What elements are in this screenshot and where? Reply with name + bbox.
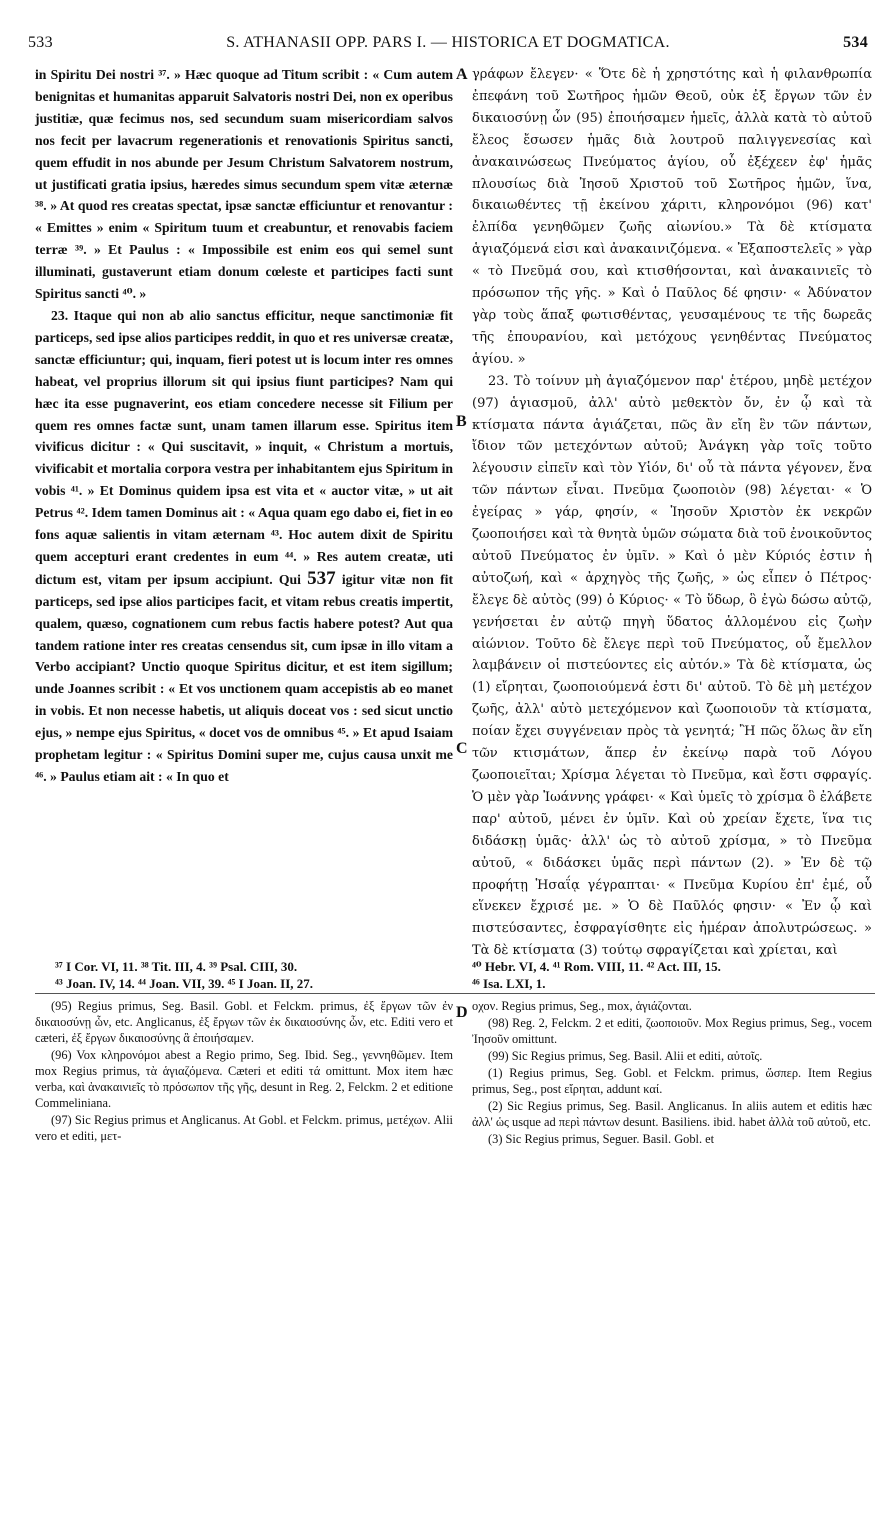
footnote-continuation: οχον. Regius primus, Seg., mox, ἁγιάζονται.: [472, 999, 692, 1013]
footnote-3: (3) Sic Regius primus, Seguer. Basil. Gobl. et: [488, 1132, 715, 1146]
running-title: S. ATHANASII OPP. PARS I. — HISTORICA ET DOGMATICA.: [226, 34, 670, 51]
reference-line: ⁴⁶ Isa. LXI, 1.: [472, 976, 546, 991]
latin-paragraph-2-part-a: 23. Itaque qui non ab alio sanctus efficitur, neque sanctimoniæ fit particeps, sed ipse alios participes reddit, in quo et res universæ creatæ, sanctæ efficiuntur; qui, inquam, fieri potest ut is locum inter res omnes habeat, vel proprius illorum sit qui ipsius fiunt participes? Nam qui hæc ita esse pugnaverint, eos etiam concedere necesse sit Filium per quem res omnes factæ sunt, unam tamen illarum esse. Spiritus item vivificus dicitur : « Qui suscitavit, » inquit, « Christum a mortuis, vivificabit et mortalia corpora vestra per inhabitantem ejus Spiritum in vobis ⁴¹. » Et Dominus quidem ipsa est vita et « auctor vitæ, » ut ait Petrus ⁴². Idem tamen Dominus ait : « Aqua quam ego dabo ei, fiet in eo fons aquæ salientis in vitam æternam ⁴³. Hoc autem dixit de Spiritu quem accepturi erant credentes in eum ⁴⁴. » Res autem creatæ, uti dictum est, vitam per ipsum accipiunt. Qui: [35, 307, 453, 587]
latin-text-column: [35, 64, 453, 944]
latin-paragraph-2-part-b: igitur vitæ non fit particeps, sed ipse alios participes facit, et vitam rebus creatis impertit, qualem, quæso, cognationem cum rebus factis habere potest? Aut qua tandem ratione inter res creatas censendus sit, cum ipsæ in illo vitam a Verbo accipiant? Unctio quoque Spiritus dicitur, et est item sigillum; unde Joannes scribit : « Et vos unctionem quam accepistis ab eo manet in vobis. Et non necesse habetis, ut aliquis doceat vos : sed sicut unctio ejus, » nempe ejus Spiritus, « docet vos de omnibus ⁴⁵. » Et apud Isaiam prophetam legitur : « Spiritus Domini super me, cujus causa unxit me ⁴⁶. » Paulus etiam ait : « In quo et: [35, 571, 453, 784]
latin-paragraph-1: in Spiritu Dei nostri ³⁷. » Hæc quoque ad Titum scribit : « Cum autem benignitas et humanitas apparuit Salvatoris nostri Dei, non ex operibus justitiæ, quæ fecimus nos, sed secundum suam misericordiam salvos nos fecit per lavacrum regenerationis et renovationis Spiritus sancti, quem effudit in nos abunde per Jesum Christum Salvatorem nostrum, ut justificati gratia ipsius, hæredes simus secundum spem vitæ æternæ ³⁸. » At quod res creatas spectat, ipsæ sanctæ efficiuntur et renovantur : « Emittes » enim « Spiritum tuum et creabuntur, et renovabis faciem terræ ³⁹. » Et Paulus : « Impossibile est enim eos qui semel sunt illuminati, gustaverunt etiam donum cœleste et participes facti sunt Spiritus sancti ⁴⁰. »: [35, 67, 453, 302]
margin-marker-c: C: [456, 740, 468, 757]
greek-text-column: [472, 64, 872, 959]
footnote-98: (98) Reg. 2, Felckm. 2 et editi, ζωοποιοῦν. Mox Regius primus, Seg., vocem Ἰησοῦν omittunt.: [472, 1016, 872, 1046]
reference-line: ³⁷ I Cor. VI, 11. ³⁸ Tit. III, 4. ³⁹ Psal. CIII, 30.: [55, 959, 298, 974]
reference-line: ⁴³ Joan. IV, 14. ⁴⁴ Joan. VII, 39. ⁴⁵ I Joan. II, 27.: [55, 976, 314, 991]
margin-marker-b: B: [456, 413, 467, 430]
page-number-right: 534: [843, 34, 868, 51]
page-header: [28, 34, 868, 58]
latin-paragraph-2: [35, 305, 453, 788]
margin-marker-a: A: [456, 66, 468, 83]
footnote-1: (1) Regius primus, Seg. Gobl. et Felckm. primus, ὥσπερ. Item Regius primus, Seg., post εἴρηται, addunt καί.: [472, 1066, 872, 1096]
scripture-references-left: [55, 958, 455, 992]
scripture-references-right: [472, 958, 872, 992]
greek-paragraph-1: γράφων ἔλεγεν· « Ὅτε δὲ ἡ χρηστότης καὶ ἡ φιλανθρωπία ἐπεφάνη τοῦ Σωτῆρος ἡμῶν Θεοῦ, οὐκ ἐξ ἔργων τῶν ἐν δικαιοσύνῃ ὧν (95) ἐποιήσαμεν ἡμεῖς, ἀλλὰ κατὰ τὸ αὐτοῦ ἔλεος ἔσωσεν ἡμᾶς διὰ λουτροῦ παλιγγενεσίας καὶ ἀνακαινώσεως Πνεύματος ἁγίου, οὗ ἐξέχεεν ἐφ' ἡμᾶς πλουσίως διὰ Ἰησοῦ Χριστοῦ τοῦ Σωτῆρος ἡμῶν, ἵνα, δικαιωθέντες τῇ ἐκείνου χάριτι, κληρονόμοι (96) κατ' ἐλπίδα γενηθῶμεν ζωῆς αἰωνίου.» Τὰ δὲ κτίσματα ἁγιαζόμενά εἰσι καὶ ἀνακαινιζόμενα. « Ἐξαποστελεῖς » γὰρ « τὸ Πνεῦμά σου, καὶ κτισθήσονται, καὶ ἀνακαινιεῖς τὸ πρόσωπον τῆς γῆς. » Καὶ ὁ Παῦλος δέ φησιν· « Ἀδύνατον γὰρ τοὺς ἅπαξ φωτισθέντας, γευσαμένους τε τῆς δωρεᾶς τῆς ἐπουρανίου, καὶ μετόχους γενηθέντας Πνεύματος ἁγίου. »: [472, 67, 872, 367]
footnote-95: (95) Regius primus, Seg. Basil. Gobl. et Felckm. primus, ἐξ ἔργων τῶν ἐν δικαιοσύνῃ ὧν, etc. Anglicanus, ἐξ ἔργων τῶν ἐκ δικαιοσύνης ὧν, etc. Editi vero et cæteri, ἐξ ἔργων δικαιοσύνης ἃ ἐποιήσαμεν.: [35, 999, 453, 1045]
column-page-mark: 537: [307, 567, 336, 589]
page-number-left: 533: [28, 34, 53, 51]
margin-marker-d: D: [456, 1004, 468, 1021]
greek-paragraph-2: 23. Τὸ τοίνυν μὴ ἁγιαζόμενον παρ' ἑτέρου, μηδὲ μετέχον (97) ἁγιασμοῦ, ἀλλ' αὐτὸ μεθεκτὸν ὄν, ἐν ᾧ καὶ τὰ κτίσματα πάντα ἁγιάζεται, πῶς ἂν εἴη ἓν τῶν πάντων, ἴδιον τῶν μετεχόντων αὐτοῦ; Ἀνάγκη γὰρ τοῖς τοῦτο λέγουσιν εἰπεῖν καὶ τὸν Υἱόν, δι' οὗ τὰ πάντα γέγονεν, ἕνα τῶν πάντων εἶναι. Πνεῦμα ζωοποιὸν (98) λέγεται· « Ὁ ἐγείρας » γάρ, φησίν, « Ἰησοῦν Χριστὸν ἐκ νεκρῶν ζωοποιήσει καὶ τὰ θνητὰ ὑμῶν σώματα διὰ τοῦ ἐνοικοῦντος αὐτοῦ Πνεύματος ἐν ὑμῖν. » Καὶ ὁ μὲν Κύριός ἐστιν ἡ αὐτοζωή, καὶ « ἀρχηγὸς τῆς ζωῆς, » ὡς εἶπεν ὁ Πέτρος· ἔλεγε δὲ αὐτὸς (99) ὁ Κύριος· « Τὸ ὕδωρ, ὃ ἐγὼ δώσω αὐτῷ, γενήσεται ἐν αὐτῷ πηγὴ ὕδατος ἁλλομένου εἰς ζωὴν αἰώνιον. Τοῦτο δὲ ἔλεγε περὶ τοῦ Πνεύματος, οὗ ἔμελλον λαμβάνειν οἱ πιστεύοντες εἰς αὐτόν.» Τὰ δὲ κτίσματα, ὡς (1) εἴρηται, ζωοποιούμενά ἐστι δι' αὐτοῦ. Τὸ δὲ μὴ μετέχον ζωῆς, ἀλλ' αὐτὸ μετεχόμενον καὶ ζωοποιοῦν τὰ κτίσματα, ποίαν ἔχει συγγένειαν πρὸς τὰ γενητά; Ἢ πῶς ὅλως ἂν εἴη τῶν κτισμάτων, ἅπερ ἐν ἐκείνῳ παρὰ τοῦ Λόγου ζωοποιεῖται; Χρίσμα λέγεται τὸ Πνεῦμα, καὶ ἔστι σφραγίς. Ὁ μὲν γὰρ Ἰωάννης γράφει· « Καὶ ὑμεῖς τὸ χρίσμα ὃ ἐλάβετε παρ' αὐτοῦ, μένει ἐν ὑμῖν. Καὶ οὐ χρείαν ἔχετε, ἵνα τις διδάσκῃ ὑμᾶς· ἀλλ' ὡς τὸ αὐτοῦ χρίσμα, » τὸ Πνεῦμα αὐτοῦ, « διδάσκει ὑμᾶς περὶ πάντων (2). » Ἐν δὲ τῷ προφήτῃ Ἡσαΐᾳ γέγραπται· « Πνεῦμα Κυρίου ἐπ' ἐμέ, οὗ εἵνεκεν ἔχρισέ με. » Ὁ δὲ Παῦλός φησιν· « Ἐν ᾧ καὶ πιστεύσαντες, ἐσφραγίσθητε εἰς ἡμέραν ἀπολυτρώσεως. » Τὰ δὲ κτίσματα (3) τούτῳ σφραγίζεται καὶ χρίεται, καὶ: [472, 373, 872, 959]
footnote-96: (96) Vox κληρονόμοι abest a Regio primo, Seg. Ibid. Seg., γεννηθῶμεν. Item mox Regius primus, τὰ ἁγιαζόμενα. Cæteri et editi τά omittunt. Mox item hæc verba, καὶ ἀνακαινιεῖς τὸ πρόσωπον τῆς γῆς, desunt in Reg. 2, Felckm. 2 et editione Commeliniana.: [35, 1048, 453, 1110]
footnote-97: (97) Sic Regius primus et Anglicanus. At Gobl. et Felckm. primus, μετέχων. Alii vero et editi, μετ-: [35, 1113, 453, 1143]
footnote-99: (99) Sic Regius primus, Seg. Basil. Alii et editi, αὐτοῖς.: [488, 1049, 763, 1063]
footnotes-left: [35, 998, 453, 1518]
footnote-divider: [35, 993, 875, 994]
footnotes-right: [472, 998, 872, 1518]
reference-line: ⁴⁰ Hebr. VI, 4. ⁴¹ Rom. VIII, 11. ⁴² Act. III, 15.: [472, 959, 721, 974]
footnote-2: (2) Sic Regius primus, Seg. Basil. Anglicanus. In aliis autem et editis hæc ἀλλ' ὡς usque ad περὶ πάντων desunt. Basiliens. ibid. habet ἀλλὰ τοῦ αὐτοῦ, etc.: [472, 1099, 872, 1129]
